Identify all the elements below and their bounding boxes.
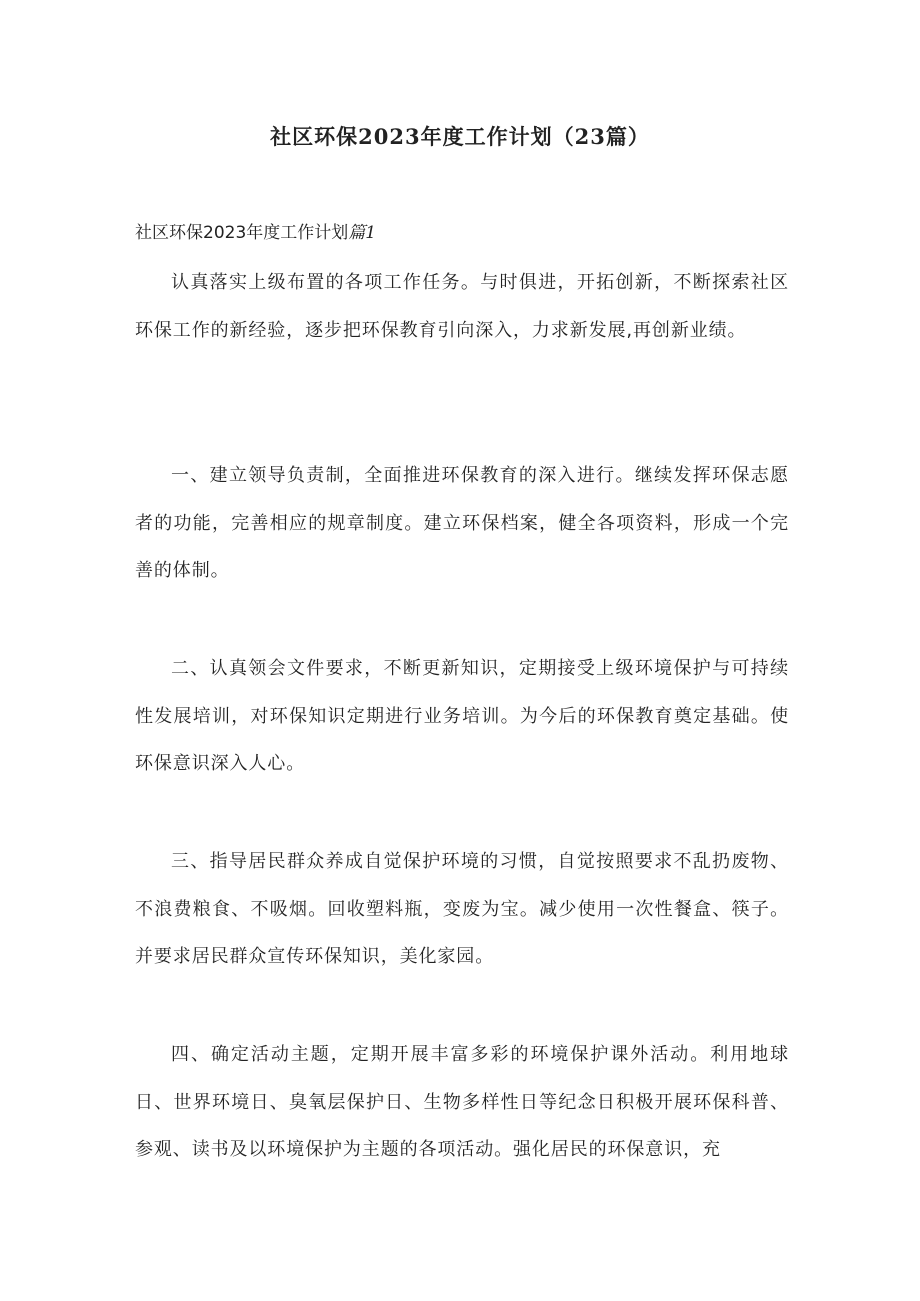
paragraph-intro: 认真落实上级布置的各项工作任务。与时俱进，开拓创新，不断探索社区环保工作的新经验，逐步把环保教育引向深入，力求新发展,再创新业绩。 <box>135 272 789 341</box>
document-title: 社区环保2023年度工作计划（23篇） <box>270 124 650 149</box>
paragraph-1: 一、建立领导负责制，全面推进环保教育的深入进行。继续发挥环保志愿者的功能，完善相应的规章制度。建立环保档案，健全各项资料，形成一个完善的体制。 <box>135 465 789 581</box>
section-heading <box>135 219 376 247</box>
section-label: 篇1 <box>348 223 377 243</box>
paragraph-4: 四、确定活动主题，定期开展丰富多彩的环境保护课外活动。利用地球日、世界环境日、臭氧层保护日、生物多样性日等纪念日积极开展环保科普、参观、读书及以环境保护为主题的各项活动。强化居民的环保意识，充 <box>135 1044 789 1160</box>
paragraph-2: 二、认真领会文件要求，不断更新知识，定期接受上级环境保护与可持续性发展培训，对环保知识定期进行业务培训。为今后的环保教育奠定基础。使环保意识深入人心。 <box>135 658 789 774</box>
section-heading-text: 社区环保2023年度工作计划 <box>135 223 349 243</box>
paragraph-3: 三、指导居民群众养成自觉保护环境的习惯，自觉按照要求不乱扔废物、不浪费粮食、不吸烟。回收塑料瓶，变废为宝。减少使用一次性餐盒、筷子。并要求居民群众宣传环保知识，美化家园。 <box>135 851 789 967</box>
